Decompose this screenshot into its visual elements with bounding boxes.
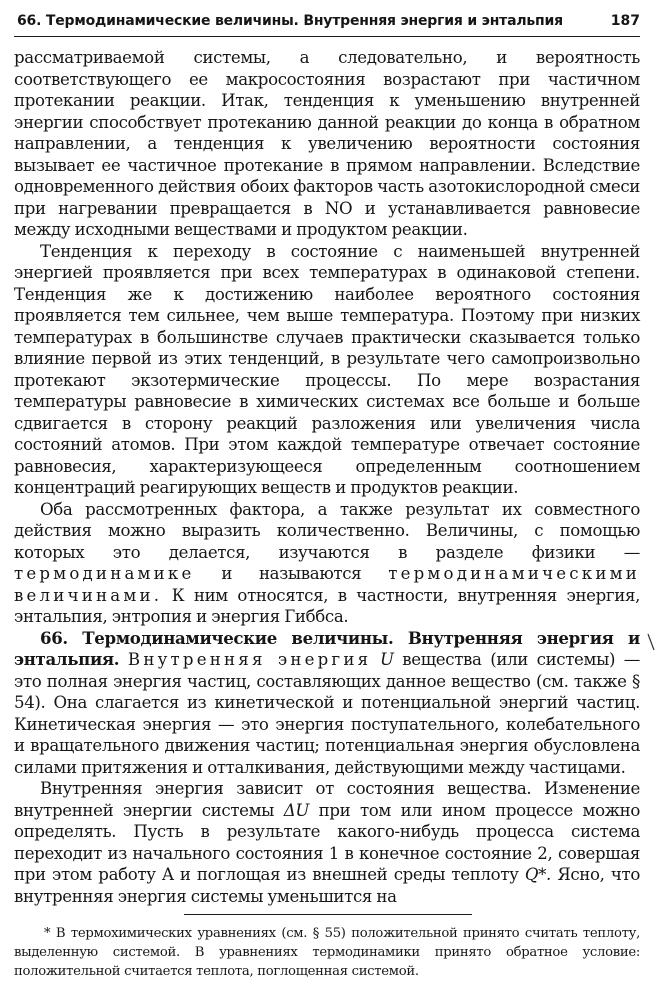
book-page <box>14 6 640 994</box>
running-header <box>14 6 640 37</box>
term-thermodynamics: термодинамике <box>14 564 195 583</box>
margin-tick-mark <box>647 632 655 652</box>
paragraph-5-text-b: при том или ином процессе можно определять. Пусть в результате какого-нибудь процесса система переходит из начального состояния 1 в конечное состояние 2, совершая при этом работу A и поглощая из внешней среды теплоту <box>14 800 640 884</box>
paragraph-3-text-b: и называются <box>221 564 362 583</box>
symbol-q: Q*. <box>524 865 551 884</box>
body-text <box>14 47 640 907</box>
paragraph-5-text-a: Внутренняя энергия зависит от состояния вещества. Изменение внутренней энергии системы <box>14 779 640 820</box>
paragraph-1: рассматриваемой системы, а следовательно, и вероятность соответствующего ее макросостояния возрастают при частичном протекании реакции. Итак, тенденция к уменьшению внутренней энергии способствует протеканию данной реакции до конца в обратном направлении, а тенденция к увеличению вероятности состояния вызывает ее частичное протекание в прямом направлении. Вследствие одновременного действия обоих факторов часть азотокислородной смеси при нагревании превращается в NO и устанавливается равновесие между исходными веществами и продуктом реакции. <box>14 48 641 239</box>
page-number: 187 <box>610 13 640 29</box>
paragraph-5 <box>14 778 640 907</box>
paragraph-3 <box>14 499 640 628</box>
paragraph-3-text-a: Оба рассмотренных фактора, а также результат их совместного действия можно выразить количественно. Величины, с помощью которых это делается, изучаются в разделе физики — <box>14 499 640 562</box>
paragraph-3-text-c: К ним относятся, в частности, внутренняя энергия, энтальпия, энтропия и энергия Гиббса. <box>14 585 640 626</box>
footnote-divider <box>184 914 472 915</box>
symbol-u: U <box>379 650 394 669</box>
paragraph-5-text-c: Ясно, что внутренняя энергия системы уменьшится на <box>14 865 640 906</box>
section-heading: 66. Термодинамические величины. Внутренняя энергия и энтальпия. <box>14 627 640 669</box>
term-thermodynamic-quantities: термодинамическими величинами. <box>14 564 640 605</box>
paragraph-4-text: вещества (или системы) — это полная энергия частиц, составляющих данное вещество (см. также § 54). Она слагается из кинетической и потенциальной энергий частиц. Кинетическая энергия — это энергия поступательного, колебательного и вращательного движения частиц; потенциальная энергия обусловлена силами притяжения и отталкивания, действующими между частицами. <box>14 650 640 777</box>
paragraph-2: Тенденция к переходу в состояние с наименьшей внутренней энергией проявляется при всех температурах в одинаковой степени. Тенденция же к достижению наиболее вероятного состояния проявляется тем сильнее, чем выше температура. Поэтому при низких температурах в большинстве случаев практически сказывается только влияние первой из этих тенденций, в результате чего самопроизвольно протекают экзотермические процессы. По мере возрастания температуры равновесие в химических системах все больше и больше сдвигается в сторону реакций разложения или увеличения числа состояний атомов. При этом каждой температуре отвечает состояние равновесия, характеризующееся определенным соотношением концентраций реагирующих веществ и продуктов реакции. <box>14 241 640 497</box>
term-internal-energy: Внутренняя энергия <box>127 650 372 669</box>
paragraph-4 <box>14 628 640 779</box>
symbol-delta-u: ΔU <box>283 800 309 820</box>
footnote: * В термохимических уравнениях (см. § 55) положительной принято считать теплоту, выделенную системой. В уравнениях термодинамики принято обратное условие: положительной считается теплота, поглощенная системой. <box>14 926 640 979</box>
section-title: 66. Термодинамические величины. Внутренняя энергия и энтальпия <box>17 13 563 29</box>
